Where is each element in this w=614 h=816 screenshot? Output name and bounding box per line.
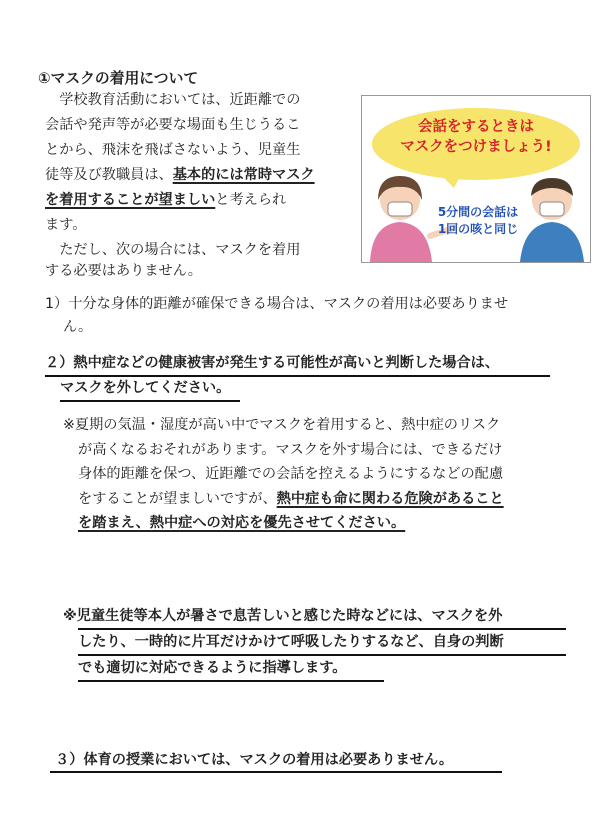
note-text: をすることが望ましいですが、 xyxy=(78,491,277,507)
paragraph-line-6: ます。 xyxy=(45,217,87,233)
mask-illustration xyxy=(361,95,591,263)
note-2-line-2: したり、一時的に片耳だけかけて呼吸したりするなど、自身の判断 xyxy=(78,634,504,650)
boy-figure xyxy=(520,178,584,262)
item-3-line-1: ３）体育の授業においては、マスクの着用は必要ありません。 xyxy=(55,752,454,768)
note-1-line-1: ※夏期の気温・湿度が高い中でマスクを着用すると、熱中症のリスク xyxy=(63,417,501,433)
note-emphasis: 熱中症も命に関わる危険があること xyxy=(276,491,504,507)
note-line-2: 1回の咳と同じ xyxy=(437,222,519,236)
paragraph-line-5 xyxy=(45,189,286,212)
note-1-line-4 xyxy=(78,488,504,511)
paragraph-line-8: する必要はありません。 xyxy=(45,263,202,279)
note-2-line-3: でも適切に対応できるように指導します。 xyxy=(78,660,347,676)
underline xyxy=(78,654,566,656)
note-1-line-5: を踏まえ、熱中症への対応を優先させてください。 xyxy=(78,515,406,531)
item-1-line-1: 1）十分な身体的距離が確保できる場合は、マスクの着用は必要ありませ xyxy=(45,296,509,312)
note-line-1: 5分間の会話は xyxy=(437,205,519,219)
paragraph-line-1: 学校教育活動においては、近距離での xyxy=(45,92,301,108)
bubble-line-1: 会話をするときは xyxy=(418,119,534,135)
emphasis-text: 基本的には常時マスク xyxy=(172,167,315,183)
section-heading: ①マスクの着用について xyxy=(38,70,199,87)
paragraph-line-3: とから、飛沫を飛ばさないよう、児童生 xyxy=(45,142,301,158)
paragraph-text: 徒等及び教職員は、 xyxy=(45,167,173,183)
paragraph-line-4 xyxy=(45,164,315,187)
emphasis-text: を着用することが望ましい xyxy=(45,192,216,208)
underline xyxy=(50,771,502,773)
paragraph-line-2: 会話や発声等が必要な場面も生じうるこ xyxy=(45,117,301,133)
paragraph-line-7: ただし、次の場合には、マスクを着用 xyxy=(45,242,301,258)
underline xyxy=(78,628,566,630)
item-2-line-2: マスクを外してください。 xyxy=(60,380,231,396)
underline xyxy=(78,680,384,682)
speech-bubble-tail xyxy=(442,176,460,188)
item-1-line-2: ん。 xyxy=(63,319,93,335)
note-1-line-2: が高くなるおそれがあります。マスクを外す場合には、できるだけ xyxy=(78,442,503,458)
underline xyxy=(60,400,240,402)
paragraph-text: と考えられ xyxy=(215,192,287,208)
bubble-line-2: マスクをつけましょう! xyxy=(400,139,552,155)
item-2-line-1: ２）熱中症などの健康被害が発生する可能性が高いと判断した場合は、 xyxy=(45,355,500,371)
note-1-line-3: 身体的距離を保つ、近距離での会話を控えるようにするなどの配慮 xyxy=(78,466,504,482)
note-2-line-1: ※児童生徒等本人が暑さで息苦しいと感じた時などには、マスクを外 xyxy=(63,608,503,624)
